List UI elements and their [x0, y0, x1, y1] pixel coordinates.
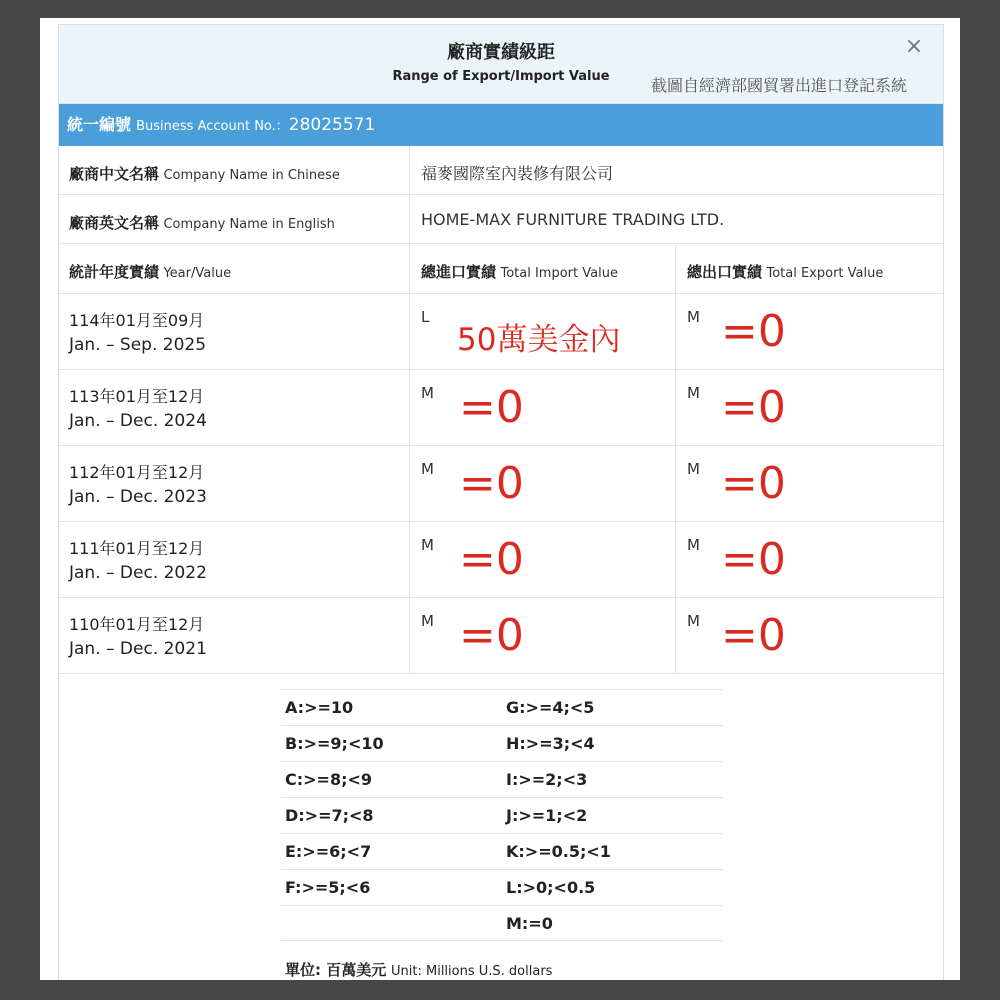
account-label-en: Business Account No.： — [136, 119, 289, 134]
export-annotation: =0 — [721, 306, 786, 357]
company-name-zh: 福麥國際室內裝修有限公司 — [421, 164, 614, 183]
header-export-zh: 總出口實績 — [687, 263, 763, 281]
import-grade: M — [421, 536, 434, 554]
company-name-en-label-cell — [59, 195, 409, 244]
legend-grade: D:>=7;<8 — [285, 806, 374, 825]
dialog-title-zh: 廠商實績級距 — [447, 42, 555, 63]
table-row — [59, 522, 943, 598]
import-grade: M — [421, 612, 434, 630]
export-grade: M — [687, 536, 700, 554]
account-label-zh: 統一編號 — [67, 115, 132, 134]
column-divider — [409, 146, 410, 674]
import-grade: L — [421, 308, 430, 326]
export-grade: M — [687, 460, 700, 478]
table-row — [59, 370, 943, 446]
dialog-header — [59, 25, 943, 104]
table-header-import — [409, 244, 675, 294]
company-name-en: HOME-MAX FURNITURE TRADING LTD. — [421, 210, 725, 229]
source-annotation: 截圖自經濟部國貿署出進口登記系統 — [651, 76, 908, 95]
legend-row — [281, 833, 723, 869]
import-grade: M — [421, 460, 434, 478]
header-import-zh: 總進口實績 — [421, 263, 497, 281]
legend-grade: L:>0;<0.5 — [506, 878, 596, 897]
legend-grade: C:>=8;<9 — [285, 770, 373, 789]
company-name-zh-label-en: Company Name in Chinese — [163, 168, 340, 183]
import-grade: M — [421, 384, 434, 402]
import-annotation: =0 — [459, 610, 524, 661]
legend-row — [281, 869, 723, 905]
legend-grade: J:>=1;<2 — [506, 806, 588, 825]
import-annotation: =0 — [459, 458, 524, 509]
period-en: Jan. – Dec. 2022 — [69, 563, 207, 583]
period-zh: 113年01月至12月 — [69, 387, 205, 406]
export-grade: M — [687, 384, 700, 402]
column-divider — [675, 244, 676, 674]
header-year-zh: 統計年度實績 — [69, 263, 160, 281]
export-import-range-dialog — [58, 24, 944, 980]
dialog-title-en: Range of Export/Import Value — [392, 69, 610, 84]
table-row — [59, 446, 943, 522]
table-row — [59, 598, 943, 674]
legend-row — [281, 689, 723, 725]
export-annotation: =0 — [721, 458, 786, 509]
legend-grade: G:>=4;<5 — [506, 698, 595, 717]
table-header-year — [59, 244, 409, 294]
company-name-en-label-en: Company Name in English — [163, 217, 335, 232]
unit-en: Unit: Millions U.S. dollars — [391, 964, 553, 979]
unit-zh: 單位: 百萬美元 — [285, 961, 387, 979]
export-grade: M — [687, 612, 700, 630]
screenshot-frame — [40, 18, 960, 980]
export-grade: M — [687, 308, 700, 326]
import-annotation: 50萬美金內 — [457, 322, 621, 358]
company-name-en-cell — [409, 195, 943, 244]
company-name-zh-label-cell — [59, 146, 409, 195]
export-annotation: =0 — [721, 534, 786, 585]
period-en: Jan. – Dec. 2021 — [69, 639, 207, 659]
legend-row — [281, 905, 723, 941]
table-header-export — [675, 244, 943, 294]
import-annotation: =0 — [459, 382, 524, 433]
legend-grade: E:>=6;<7 — [285, 842, 372, 861]
period-en: Jan. – Dec. 2023 — [69, 487, 207, 507]
legend-grade: F:>=5;<6 — [285, 878, 371, 897]
import-annotation: =0 — [459, 534, 524, 585]
company-name-zh-label: 廠商中文名稱 — [69, 165, 160, 183]
legend-grade: H:>=3;<4 — [506, 734, 595, 753]
period-zh: 112年01月至12月 — [69, 463, 205, 482]
account-number: 28025571 — [288, 115, 376, 135]
period-en: Jan. – Sep. 2025 — [69, 335, 207, 355]
account-number-bar — [59, 104, 943, 146]
unit-note — [285, 959, 552, 980]
table-row — [59, 294, 943, 370]
legend-grade: A:>=10 — [285, 698, 354, 717]
period-zh: 114年01月至09月 — [69, 311, 205, 330]
header-export-en: Total Export Value — [766, 266, 884, 281]
legend-row — [281, 725, 723, 761]
header-year-en: Year/Value — [163, 266, 232, 281]
close-icon[interactable]: × — [904, 34, 924, 59]
period-zh: 110年01月至12月 — [69, 615, 205, 634]
company-name-zh-cell — [409, 146, 943, 195]
legend-grade: K:>=0.5;<1 — [506, 842, 611, 861]
export-annotation: =0 — [721, 610, 786, 661]
legend-grade: M:=0 — [506, 914, 553, 933]
legend-grade: I:>=2;<3 — [506, 770, 588, 789]
header-import-en: Total Import Value — [500, 266, 618, 281]
legend-grade: B:>=9;<10 — [285, 734, 384, 753]
company-name-en-label: 廠商英文名稱 — [69, 214, 160, 232]
legend-row — [281, 761, 723, 797]
export-annotation: =0 — [721, 382, 786, 433]
period-en: Jan. – Dec. 2024 — [69, 411, 207, 431]
legend-row — [281, 797, 723, 833]
period-zh: 111年01月至12月 — [69, 539, 205, 558]
